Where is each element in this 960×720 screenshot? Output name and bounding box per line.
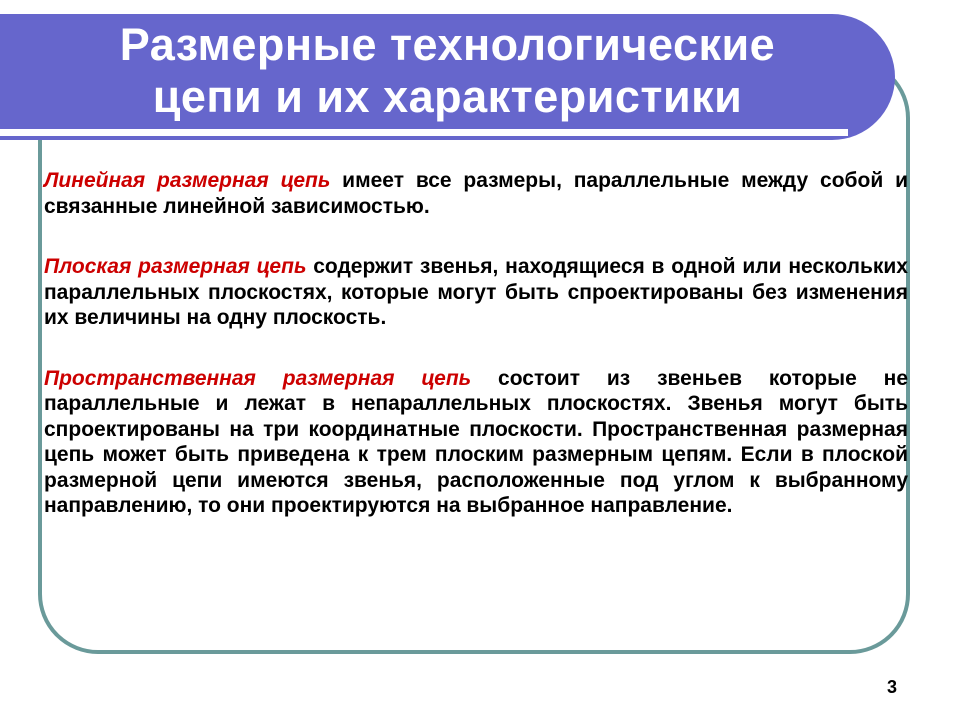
term-spatial-chain: Пространственная размерная цепь <box>44 366 472 390</box>
page-number: 3 <box>887 677 898 697</box>
slide-title <box>0 19 895 123</box>
paragraph-planar-chain <box>44 254 908 331</box>
slide-title-line-2: цепи и их характеристики <box>152 71 743 122</box>
definition-planar-chain: содержит звенья, находящиеся в одной или нескольких параллельных плоскостях, которые могут быть спроектированы без изменения их величины на одну плоскость. <box>44 255 908 329</box>
definition-linear-chain: имеет все размеры, параллельные между собой и связанные линейной зависимостью. <box>44 169 908 218</box>
slide-title-line-1: Размерные технологические <box>119 19 776 70</box>
paragraph-linear-chain <box>44 168 908 219</box>
slide-content <box>44 168 908 554</box>
term-planar-chain: Плоская размерная цепь <box>44 255 307 278</box>
paragraph-spatial-chain <box>44 366 908 519</box>
term-linear-chain: Линейная размерная цепь <box>44 169 331 192</box>
definition-spatial-chain: состоит из звеньев которые не параллельные и лежат в непараллельных плоскостях. Звенья могут быть спроектированы на три координатные плоскости. Пространственная размерная цепь может быть приведена к трем плоским размерным цепям. Если в плоской размерной цепи имеются звенья, расположенные под углом к выбранному направлению, то они проектируются на выбранное направление. <box>44 366 908 517</box>
title-underline <box>0 129 848 136</box>
